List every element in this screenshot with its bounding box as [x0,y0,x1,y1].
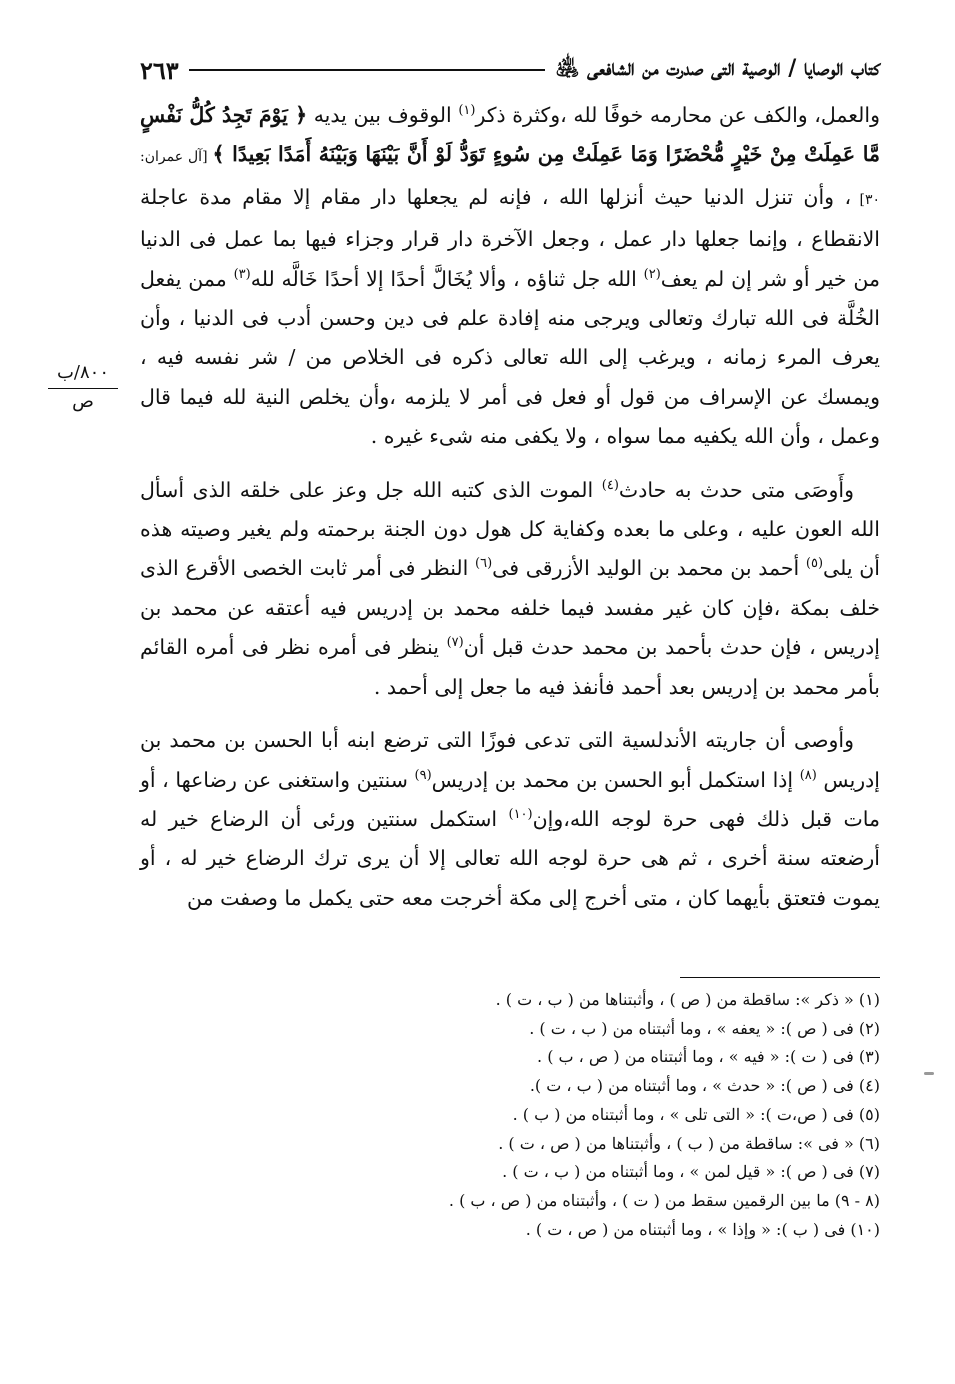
footnote: (٢) فى ( ص ): « يعفه » ، وما أثبتناه من ( ب ، ت ) . [529,1018,880,1038]
footnote-marker: (٥) [805,556,824,572]
header-title: كتاب الوصايا / الوصية التى صدرت من الشافعى ﵁ [555,55,880,81]
text-span: إذا استكمل أبو الحسن بن محمد بن إدريس [431,767,800,792]
footnote-marker: (١٠) [508,807,533,823]
footnote-marker: (٣) [233,266,251,282]
footnote: (٧) فى ( ص ): « قيل لمن » ، وما أثبتناه من ( ب ، ت ) . [502,1162,880,1182]
quran-verse: ﴿ يَوْمَ تَجِدُ كُلُّ نَفْسٍ مَّا عَمِلَتْ مِنْ خَيْرٍ مُّحْضَرًا وَمَا عَمِلَتْ مِن سُوءٍ تَوَدُّ لَوْ أَنَّ بَيْنَهَا وَبَيْنَهُ أَمَدًا بَعِيدًا ﴾ [140,103,880,167]
manuscript-folio-note [48,360,118,415]
text-span: ، وأن تنزل الدنيا حيث أنزلها الله ، فإنه لم يجعلها دار مقام إلا مقام مدة عاجلة الانقطاع ، وإنما جعلها دار عمل ، وجعل الآخرة دار قرار وجزاء فيها بما عمل فى الدنيا من خير أو شر إن لم يعف [140,184,880,291]
main-text [140,96,880,918]
text-span: سنتين واستغنى عن رضاعها ، أو مات قبل ذلك فهى حرة لوجه الله،وإن [140,767,880,831]
footnote: (١) « ذكر »: ساقطة من ( ص ) ، وأثبتناها من ( ب ، ت ) . [495,990,880,1009]
text-span: والعمل، والكف عن محارمه خوفًا لله ،وكثرة ذكر [475,103,881,127]
paragraph-3 [140,721,880,918]
text-span: استكمل سنتين ورئى أن الرضاع خير له أرضعته سنة أخرى ، ثم هى حرة لوجه الله تعالى إلا أن يرى ترك الرضاع خير له ، أو يموت فتعتق بأيهما كان ، متى أخرج إلى مكة أخرجت معه حتى يكمل ما وصفت من [140,806,880,910]
page-number: ٢٦٣ [140,55,179,85]
text-span: الله جل ثناؤه ، وألا يُخَالَّ أحدًا إلا أحدًا خَالَّه لله [250,266,644,291]
footnote-marker: (٩) [414,767,432,783]
footnote-marker: (١) [458,103,476,119]
text-span: وأَوصَى متى حدث به حادث [618,477,854,502]
footnote-separator [680,977,880,978]
footnote-marker: (٦) [475,556,493,572]
text-span: ممن يفعل الخُلَّة فى الله تبارك وتعالى ويرجى منه إفادة علم فى دين وحسن أدب فى الدنيا ، وأن يعرف المرء زمانه ، ويرغب إلى الله تعالى ذكره فى الخلاص من / شر نفسه فيه ، ويمسك عن الإسراف من قول أو فعل فى أمر لا يلزمه ،وأن يخلص النية لله فيما قال وعمل ، وأن الله يكفيه مما سواه ، ولا يكفى منه شىء غيره . [140,266,880,449]
text-span: ينظر فى أمره نظر فى أمره القائم بأمر محمد بن إدريس بعد أحمد فأنفذ فيه ما جعل إلى أحمد . [140,635,880,699]
footnote-marker: (٧) [446,635,464,651]
paragraph-2 [140,471,880,707]
footnote-marker: (٢) [643,266,661,282]
paragraph-1 [140,96,880,457]
text-span: أحمد بن محمد بن الوليد الأزرقى فى [492,556,806,581]
running-header [140,52,880,88]
footnote-marker: (٨) [799,767,817,783]
scan-speck [924,1072,934,1075]
footnote: (٤) فى ( ص ): « حدث » ، وما أثبتناه من ( ب ، ت ). [529,1076,880,1096]
footnote-marker: (٤) [601,477,619,493]
folio-reference: ٨٠٠/ب [48,360,118,389]
text-span: الموت الذى كتبه الله جل وعز على خلقه الذى أسأل الله العون عليه ، وعلى ما بعده وكفاية كل هول دون الجنة برحمته ولم يغير وصيته هذه أن يلى [140,477,880,581]
footnotes [320,986,880,1244]
footnote: (٣) فى ( ت ): « فيه » ، وما أثبتناه من ( ص ، ب ) . [537,1047,880,1067]
footnote: (٨ - ٩) ما بين الرقمين سقط من ( ت ) ، وأثبتناه من ( ص ، ب ) . [448,1190,880,1210]
footnote: (٦) « فى »: ساقطة من ( ب ) ، وأثبتناها من ( ص ، ت ) . [498,1133,880,1153]
footnote: (٥) فى ( ص،ت ): « التى تلى » ، وما أثبتناه من ( ب ) . [512,1104,880,1124]
footnote: (١٠) فى ( ب ): « وإذا » ، وما أثبتناه من ( ص ، ت ) . [525,1219,880,1239]
header-rule [189,69,546,71]
manuscript-siglum: ص [72,391,94,412]
text-span: الوقوف بين يديه [307,103,459,127]
text-span: النظر فى أمر ثابت الخصى الأقرع الذى خلف بمكة ،فإن كان غير مفسد فيما خلفه محمد بن إدريس فيه أعتقه عن محمد بن إدريس ، فإن حدث بأحمد بن محمد حدث قبل أن [140,556,880,660]
text-span: وأوصى أن جاريته الأندلسية التى تدعى فوزًا التى ترضع ابنه أبا الحسن بن محمد بن إدريس [140,728,880,792]
verse-citation: [آل عمران: ٣٠] [140,149,880,208]
